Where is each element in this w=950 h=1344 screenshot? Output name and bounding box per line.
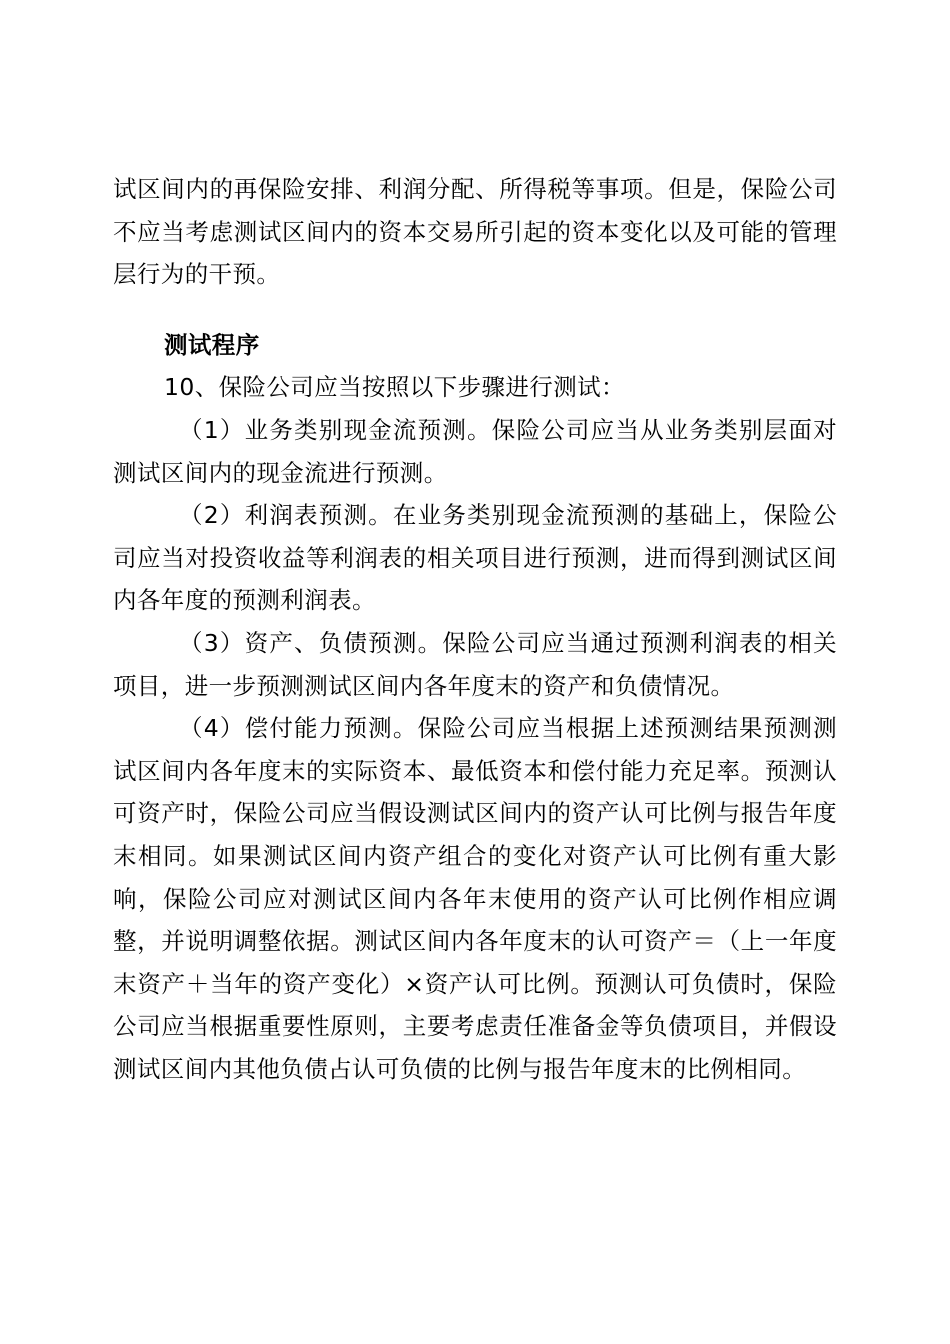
step-1-paragraph: （1）业务类别现金流预测。保险公司应当从业务类别层面对测试区间内的现金流进行预测。 (113, 415, 837, 487)
document-body (113, 168, 837, 1090)
section-heading: 测试程序 (164, 330, 260, 359)
step-3-paragraph: （3）资产、负债预测。保险公司应当通过预测利润表的相关项目，进一步预测测试区间内各年度末的资产和负债情况。 (113, 628, 837, 700)
step-2-paragraph: （2）利润表预测。在业务类别现金流预测的基础上，保险公司应当对投资收益等利润表的相关项目进行预测，进而得到测试区间内各年度的预测利润表。 (113, 501, 837, 615)
intro-paragraph: 试区间内的再保险安排、利润分配、所得税等事项。但是，保险公司不应当考虑测试区间内的资本交易所引起的资本变化以及可能的管理层行为的干预。 (113, 175, 837, 289)
step-4-paragraph: （4）偿付能力预测。保险公司应当根据上述预测结果预测测试区间内各年度末的实际资本、最低资本和偿付能力充足率。预测认可资产时，保险公司应当假设测试区间内的资产认可比例与报告年度末相同。如果测试区间内资产组合的变化对资产认可比例有重大影响，保险公司应对测试区间内各年末使用的资产认可比例作相应调整，并说明调整依据。测试区间内各年度末的认可资产＝（上一年度末资产＋当年的资产变化）×资产认可比例。预测认可负债时，保险公司应当根据重要性原则，主要考虑责任准备金等负债项目，并假设测试区间内其他负债占认可负债的比例与报告年度末的比例相同。 (113, 714, 837, 1083)
clause-10: 10、保险公司应当按照以下步骤进行测试： (164, 373, 625, 402)
